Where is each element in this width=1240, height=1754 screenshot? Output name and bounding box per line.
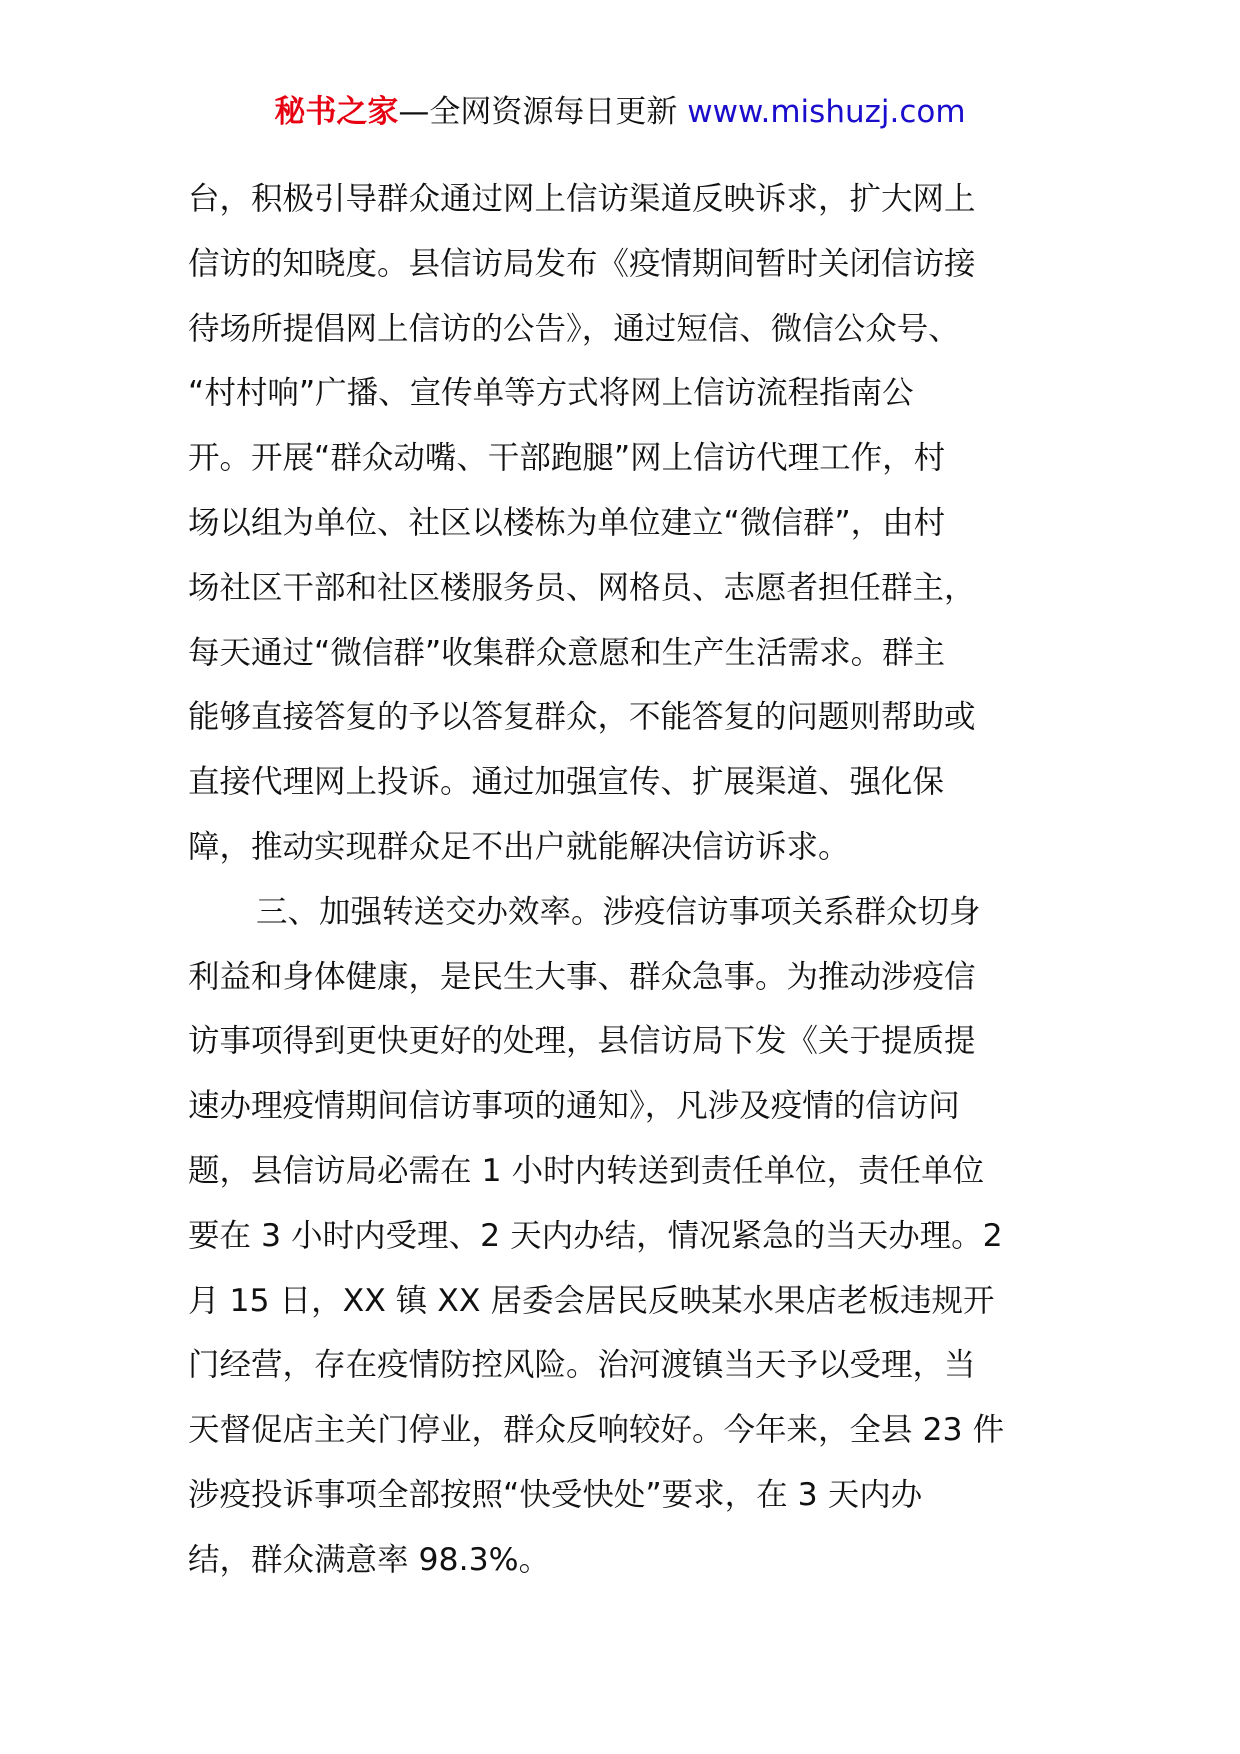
text-line: 待场所提倡网上信访的公告》，通过短信、微信公众号、 <box>188 310 960 347</box>
text-line: 速办理疫情期间信访事项的通知》，凡涉及疫情的信访问 <box>188 1088 960 1125</box>
text-line: 每天通过“微信群”收集群众意愿和生产生活需求。群主 <box>188 634 946 671</box>
section-heading-line: 三、加强转送交办效率。涉疫信访事项关系群众切身 <box>256 893 981 930</box>
document-body <box>188 167 1058 1593</box>
text-line: 结，群众满意率 98.3%。 <box>188 1541 551 1578</box>
text-line: 开。开展“群众动嘴、干部跑腿”网上信访代理工作，村 <box>188 440 946 477</box>
text-line: 直接代理网上投诉。通过加强宣传、扩展渠道、强化保 <box>188 764 945 801</box>
header-slogan: —全网资源每日更新 <box>398 94 688 130</box>
text-line: 信访的知晓度。县信访局发布《疫情期间暂时关闭信访接 <box>188 245 976 282</box>
text-line: 门经营，存在疫情防控风险。治河渡镇当天予以受理，当 <box>188 1347 976 1384</box>
text-line: 障，推动实现群众足不出户就能解决信访诉求。 <box>188 828 850 865</box>
text-line: 题，县信访局必需在 1 小时内转送到责任单位，责任单位 <box>188 1152 985 1189</box>
text-line: 涉疫投诉事项全部按照“快受快处”要求，在 3 天内办 <box>188 1476 923 1513</box>
site-url-link[interactable]: www.mishuzj.com <box>687 94 966 130</box>
brand-name: 秘书之家 <box>274 94 399 130</box>
text-line: 场社区干部和社区楼服务员、网格员、志愿者担任群主， <box>188 569 976 606</box>
text-line: 台，积极引导群众通过网上信访渠道反映诉求，扩大网上 <box>188 181 976 217</box>
text-line: 场以组为单位、社区以楼栋为单位建立“微信群”，由村 <box>188 504 946 541</box>
text-line: 能够直接答复的予以答复群众，不能答复的问题则帮助或 <box>188 699 976 736</box>
text-line: “村村响”广播、宣传单等方式将网上信访流程指南公 <box>188 375 914 412</box>
text-line: 利益和身体健康，是民生大事、群众急事。为推动涉疫信 <box>188 958 976 995</box>
text-line: 月 15 日，XX 镇 XX 居委会居民反映某水果店老板违规开 <box>188 1282 995 1319</box>
text-line: 要在 3 小时内受理、2 天内办结，情况紧急的当天办理。2 <box>188 1217 1003 1254</box>
text-line: 访事项得到更快更好的处理，县信访局下发《关于提质提 <box>188 1023 976 1060</box>
page-header <box>0 92 1240 132</box>
text-line: 天督促店主关门停业，群众反响较好。今年来，全县 23 件 <box>188 1412 1005 1449</box>
